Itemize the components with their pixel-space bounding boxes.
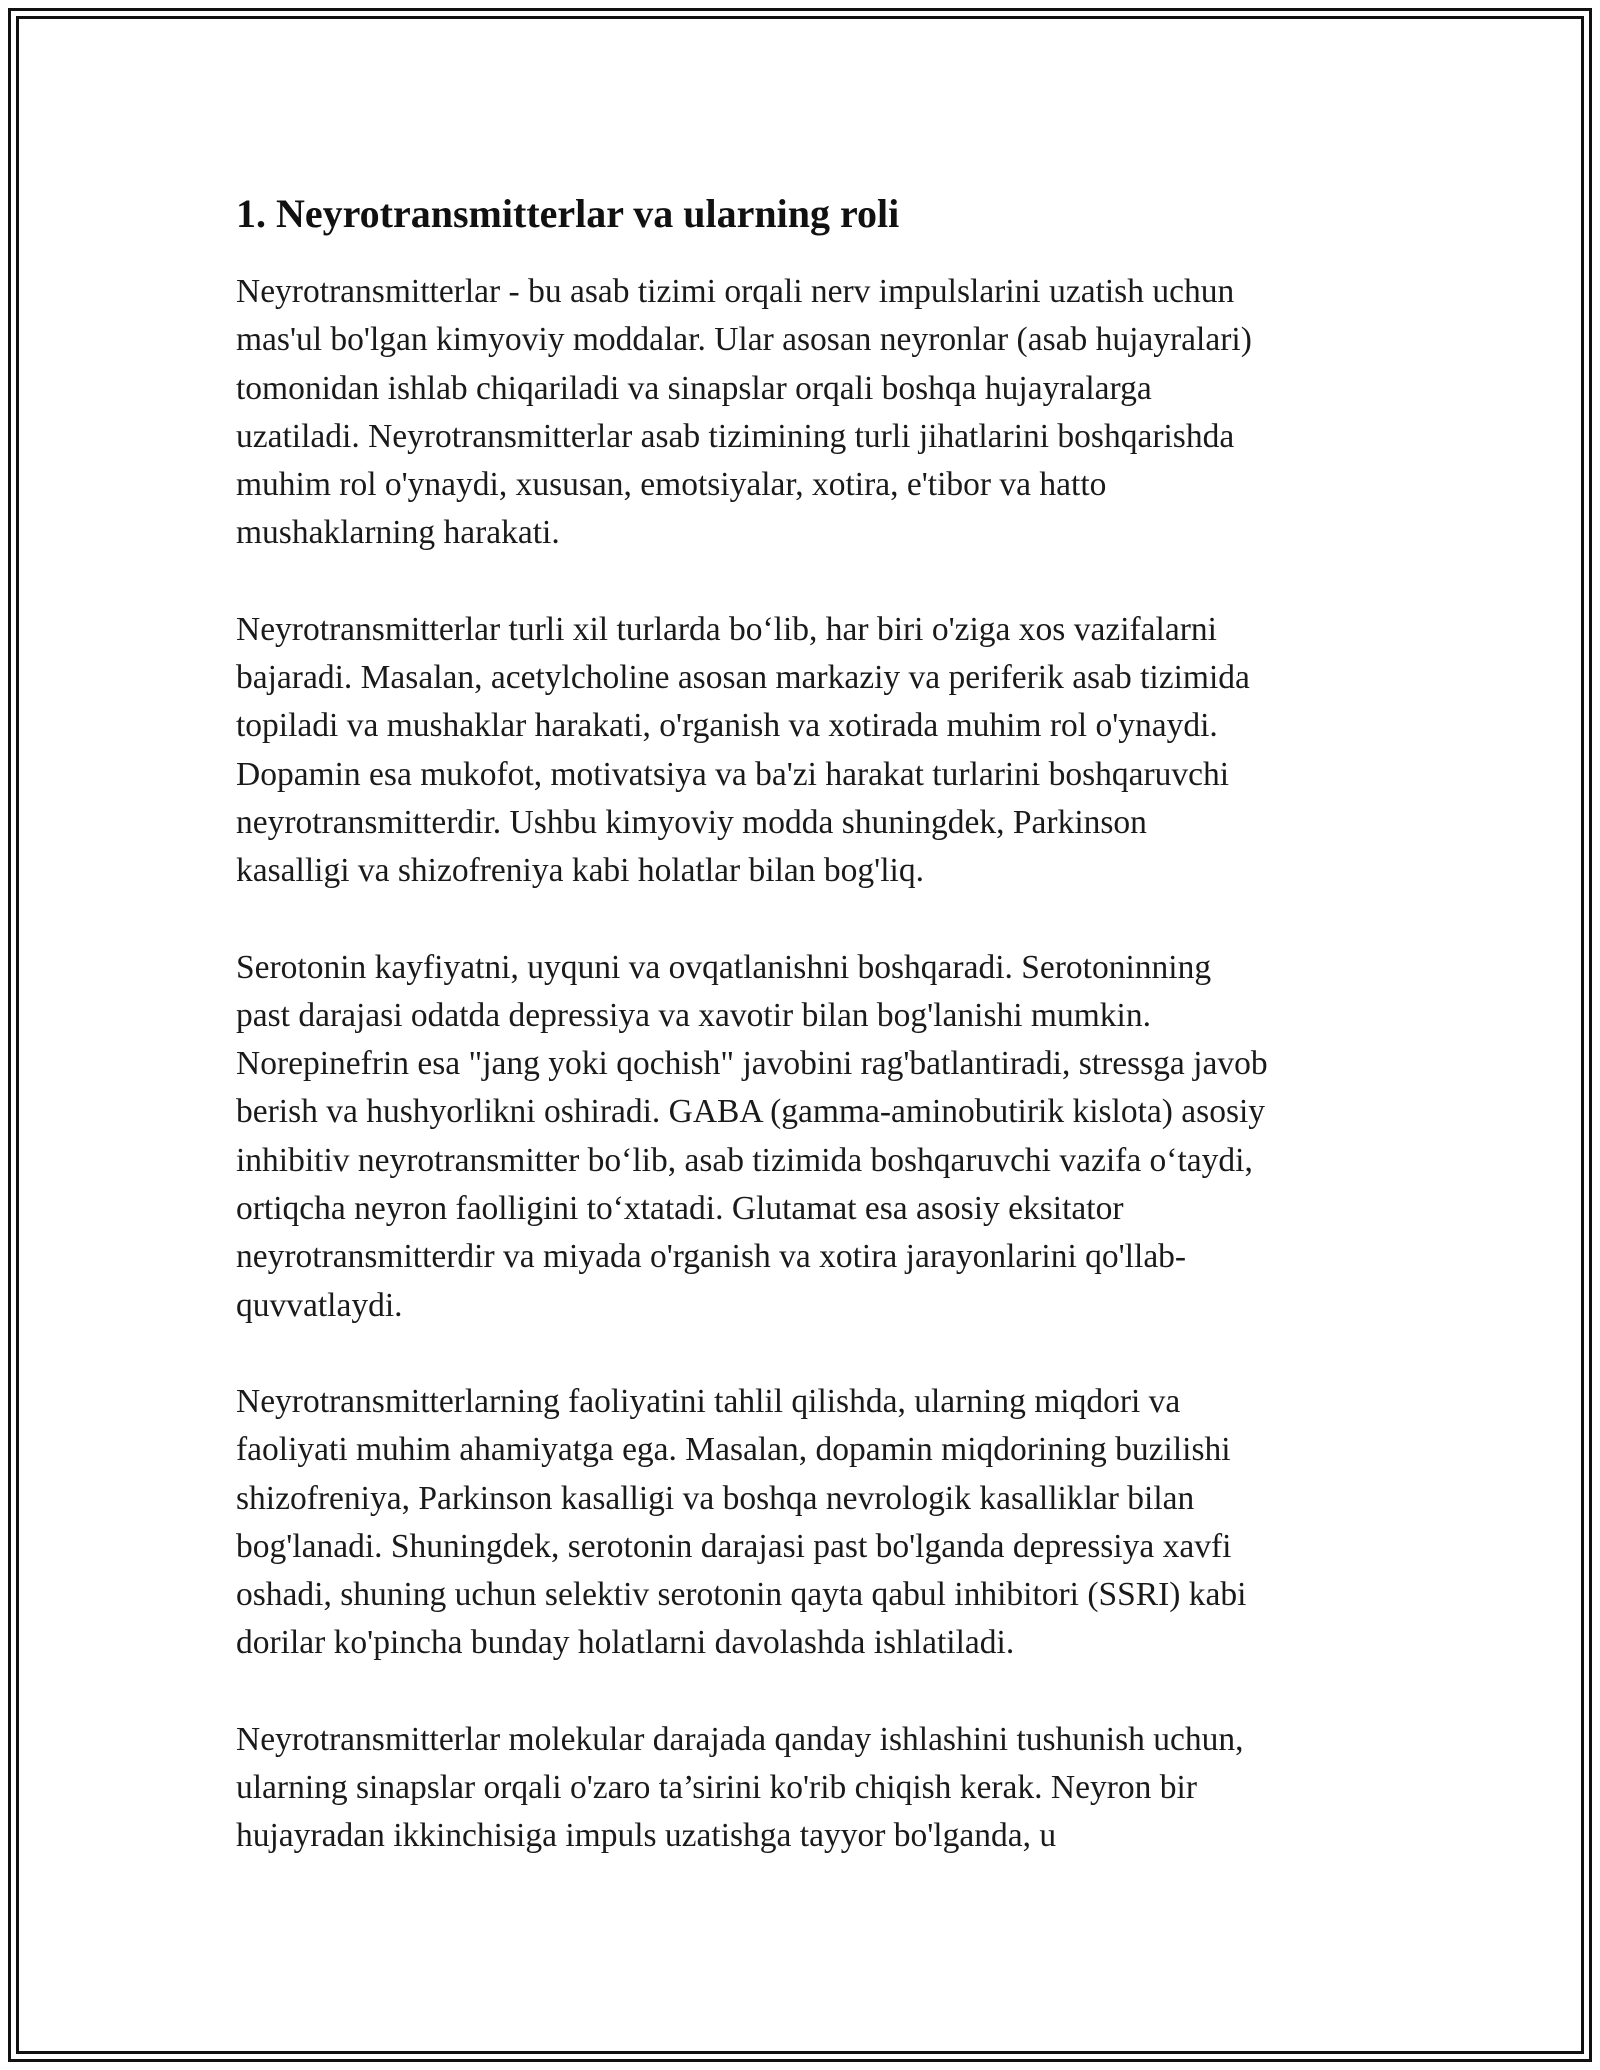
text-line: muhim rol o'ynaydi, xususan, emotsiyalar, xotira, e'tibor va hatto: [236, 466, 1107, 504]
text-line: dorilar ko'pincha bunday holatlarni davolashda ishlatiladi.: [236, 1624, 1015, 1662]
text-line: Serotonin kayfiyatni, uyquni va ovqatlanishni boshqaradi. Serotoninning: [236, 948, 1212, 986]
paragraph: [236, 606, 1376, 896]
text-line: topiladi va mushaklar harakati, o'rganish va xotirada muhim rol o'ynaydi.: [236, 707, 1218, 745]
paragraph: [236, 944, 1376, 1330]
text-line: mas'ul bo'lgan kimyoviy moddalar. Ular asosan neyronlar (asab hujayralari): [236, 321, 1252, 359]
text-line: hujayradan ikkinchisiga impuls uzatishga tayyor bo'lganda, u: [236, 1817, 1057, 1855]
text-line: quvvatlaydi.: [236, 1286, 403, 1324]
text-line: oshadi, shuning uchun selektiv serotonin qayta qabul inhibitori (SSRI) kabi: [236, 1576, 1247, 1614]
text-line: tomonidan ishlab chiqariladi va sinapslar orqali boshqa hujayralarga: [236, 369, 1152, 407]
text-line: Norepinefrin esa "jang yoki qochish" javobini rag'batlantiradi, stressga javob: [236, 1045, 1268, 1083]
text-line: past darajasi odatda depressiya va xavotir bilan bog'lanishi mumkin.: [236, 996, 1151, 1034]
text-line: Neyrotransmitterlarning faoliyatini tahlil qilishda, ularning miqdori va: [236, 1382, 1181, 1420]
text-line: neyrotransmitterdir va miyada o'rganish va xotira jarayonlarini qo'llab-: [236, 1238, 1187, 1276]
paragraph: [236, 1716, 1376, 1861]
text-line: faoliyati muhim ahamiyatga ega. Masalan, dopamin miqdorining buzilishi: [236, 1431, 1231, 1469]
section-heading: 1. Neyrotransmitterlar va ularning roli: [236, 191, 900, 236]
text-line: bog'lanadi. Shuningdek, serotonin darajasi past bo'lganda depressiya xavfi: [236, 1527, 1232, 1565]
paragraph: [236, 1378, 1376, 1668]
text-line: ularning sinapslar orqali o'zaro ta’sirini ko'rib chiqish kerak. Neyron bir: [236, 1769, 1197, 1807]
text-line: ortiqcha neyron faolligini to‘xtatadi. Glutamat esa asosiy eksitator: [236, 1190, 1124, 1228]
text-line: Dopamin esa mukofot, motivatsiya va ba'zi harakat turlarini boshqaruvchi: [236, 755, 1230, 793]
text-line: Neyrotransmitterlar molekular darajada qanday ishlashini tushunish uchun,: [236, 1720, 1244, 1758]
text-line: shizofreniya, Parkinson kasalligi va boshqa nevrologik kasalliklar bilan: [236, 1479, 1195, 1517]
text-line: berish va hushyorlikni oshiradi. GABA (gamma-aminobutirik kislota) asosiy: [236, 1093, 1266, 1131]
text-line: kasalligi va shizofreniya kabi holatlar bilan bog'liq.: [236, 852, 924, 890]
document-body: [236, 188, 1376, 1909]
text-line: Neyrotransmitterlar - bu asab tizimi orqali nerv impulslarini uzatish uchun: [236, 273, 1235, 310]
text-line: mushaklarning harakati.: [236, 514, 560, 552]
text-line: neyrotransmitterdir. Ushbu kimyoviy modda shuningdek, Parkinson: [236, 803, 1147, 841]
text-line: Neyrotransmitterlar turli xil turlarda bo‘lib, har biri o'ziga xos vazifalarni: [236, 610, 1217, 648]
paragraph-list: [236, 268, 1376, 1861]
text-line: bajaradi. Masalan, acetylcholine asosan markaziy va periferik asab tizimida: [236, 659, 1250, 697]
text-line: inhibitiv neyrotransmitter bo‘lib, asab tizimida boshqaruvchi vazifa o‘taydi,: [236, 1141, 1253, 1179]
paragraph: [236, 268, 1376, 558]
text-line: uzatiladi. Neyrotransmitterlar asab tizimining turli jihatlarini boshqarishda: [236, 417, 1235, 455]
